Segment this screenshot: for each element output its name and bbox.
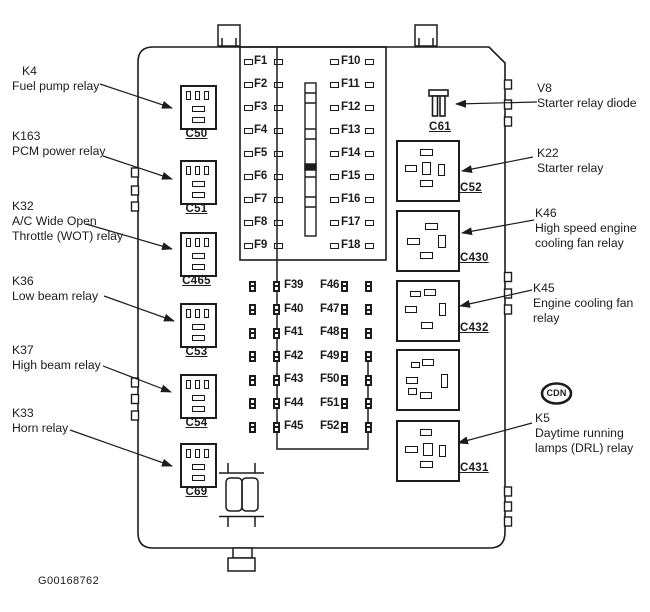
callout-k46 <box>535 206 637 251</box>
fuse-terminal-square <box>274 220 283 226</box>
fuse-label-f45: F45 <box>284 420 304 432</box>
fuse-label-f46: F46 <box>320 279 340 291</box>
mini-fuse-icon <box>341 398 348 409</box>
relay-pin-slot <box>420 461 433 468</box>
mini-fuse-icon <box>365 375 372 386</box>
mini-fuse-icon <box>273 351 280 362</box>
callout-description-line: cooling fan relay <box>535 236 624 250</box>
fuse-label-f14: F14 <box>341 147 361 159</box>
relay-socket-c52 <box>396 140 460 202</box>
relay-socket-unlabeled <box>396 349 460 411</box>
callout-description-line: Daytime running <box>535 426 624 440</box>
relay-pin-slot <box>192 192 205 199</box>
relay-pin-slot <box>422 359 434 366</box>
mini-fuse-icon <box>273 304 280 315</box>
fuse-label-f13: F13 <box>341 124 361 136</box>
relay-pin-slot <box>192 264 205 271</box>
fuse-terminal-square <box>365 82 374 88</box>
callout-arrow-k36 <box>104 296 174 321</box>
callout-code: K33 <box>12 406 34 420</box>
relay-pin-slot <box>423 443 433 456</box>
callout-arrow-k37 <box>103 366 171 392</box>
relay-pin-slot <box>192 464 205 471</box>
relay-socket-c69 <box>180 443 217 488</box>
mini-fuse-icon <box>249 398 256 409</box>
fuse-terminal-square <box>330 82 339 88</box>
fuse-terminal-square <box>274 151 283 157</box>
relay-pin-slot <box>411 362 420 368</box>
relay-pin-slot <box>441 374 448 388</box>
relay-pin-slot <box>421 322 433 329</box>
callout-k22 <box>537 146 603 176</box>
connector-label-c432: C432 <box>460 322 489 334</box>
fuse-label-f12: F12 <box>341 101 361 113</box>
fuse-terminal-square <box>244 174 253 180</box>
callout-description-line: Starter relay diode <box>537 96 637 110</box>
center-bus-bar <box>305 83 316 236</box>
relay-pin-slot <box>420 429 432 436</box>
relay-pin-slot <box>420 149 433 156</box>
relay-pin-slot <box>195 166 200 175</box>
fuse-label-f10: F10 <box>341 55 361 67</box>
fuse-terminal-square <box>330 151 339 157</box>
fuse-label-f39: F39 <box>284 279 304 291</box>
relay-pin-slot <box>204 380 209 389</box>
relay-socket-c465 <box>180 232 217 277</box>
callout-description-line: High speed engine <box>535 221 637 235</box>
relay-pin-slot <box>204 449 209 458</box>
callout-description-line: Low beam relay <box>12 289 99 303</box>
fuse-label-f3: F3 <box>254 101 268 113</box>
mounting-tab-top-right <box>415 25 437 47</box>
fuse-label-f15: F15 <box>341 170 361 182</box>
fuse-label-f11: F11 <box>341 78 360 90</box>
fuse-label-f7: F7 <box>254 193 268 205</box>
fuse-label-f40: F40 <box>284 302 304 315</box>
connector-label-c430: C430 <box>460 252 489 264</box>
callout-code: K36 <box>12 274 34 288</box>
callout-description-line: Engine cooling fan <box>533 296 634 310</box>
relay-pin-slot <box>408 388 417 395</box>
fuse-label-f44: F44 <box>284 396 304 409</box>
callout-code: V8 <box>537 81 552 95</box>
fuse-terminal-square <box>274 59 283 65</box>
fuse-terminal-square <box>244 59 253 65</box>
relay-socket-c51 <box>180 160 217 205</box>
mini-fuse-icon <box>365 351 372 362</box>
fuse-label-f43: F43 <box>284 373 304 385</box>
relay-pin-slot <box>425 223 438 230</box>
relay-pin-slot <box>204 238 209 247</box>
fuse-terminal-square <box>365 105 374 111</box>
mini-fuse-icon <box>365 398 372 409</box>
fuse-terminal-square <box>244 128 253 134</box>
relay-pin-slot <box>420 180 433 187</box>
fuse-label-f2: F2 <box>254 78 268 90</box>
fuse-terminal-square <box>274 174 283 180</box>
relay-pin-slot <box>195 91 200 100</box>
connector-label-c52: C52 <box>460 182 482 194</box>
relay-pin-slot <box>405 306 417 313</box>
relay-pin-slot <box>405 165 417 172</box>
relay-pin-slot <box>192 106 205 113</box>
fuse-terminal-square <box>330 174 339 180</box>
fuse-label-f18: F18 <box>341 239 361 251</box>
relay-pin-slot <box>420 392 432 399</box>
relay-pin-slot <box>204 166 209 175</box>
relay-pin-slot <box>439 303 446 316</box>
fuse-label-f48: F48 <box>320 326 340 338</box>
relay-pin-slot <box>438 164 445 176</box>
fuse-label-f42: F42 <box>284 349 304 362</box>
mini-fuse-icon <box>249 281 256 292</box>
fuse-terminal-square <box>330 243 339 249</box>
relay-pin-slot <box>192 406 205 413</box>
mounting-tab-top-left <box>218 25 240 47</box>
callout-description-line: Fuel pump relay <box>12 79 100 93</box>
fuse-terminal-square <box>365 220 374 226</box>
fuse-terminal-square <box>330 197 339 203</box>
fuse-terminal-square <box>244 220 253 226</box>
mini-fuse-icon <box>249 351 256 362</box>
callout-description-line: High beam relay <box>12 358 101 372</box>
callout-description-line: Throttle (WOT) relay <box>12 229 124 243</box>
callout-code: K32 <box>12 199 34 213</box>
callout-description-line: A/C Wide Open <box>12 214 97 228</box>
callout-description-line: PCM power relay <box>12 144 106 158</box>
mini-fuse-icon <box>341 422 348 433</box>
fuse-label-f47: F47 <box>320 302 340 315</box>
relay-pin-slot <box>186 309 191 318</box>
relay-pin-slot <box>405 446 418 453</box>
connector-label-c465: C465 <box>182 275 211 287</box>
callout-k45 <box>533 281 633 326</box>
fuse-terminal-square <box>365 174 374 180</box>
fuse-label-f16: F16 <box>341 193 361 205</box>
mini-fuse-icon <box>273 422 280 433</box>
mini-fuse-icon <box>249 304 256 315</box>
fuse-terminal-square <box>244 197 253 203</box>
callout-v8 <box>537 81 637 111</box>
connector-label-c51: C51 <box>185 203 208 215</box>
mini-fuse-icon <box>249 328 256 339</box>
relay-socket-c53 <box>180 303 217 348</box>
relay-pin-slot <box>192 335 205 342</box>
callout-k5 <box>535 411 633 456</box>
callout-arrow-k45 <box>460 290 532 306</box>
callout-arrow-v8 <box>456 102 537 104</box>
fuse-terminal-square <box>274 243 283 249</box>
starter-diode-symbol <box>429 90 448 116</box>
relay-pin-slot <box>195 309 200 318</box>
fuse-label-f8: F8 <box>254 216 268 228</box>
fuse-label-f50: F50 <box>320 373 340 385</box>
relay-pin-slot <box>410 291 421 297</box>
relay-pin-slot <box>438 235 446 248</box>
fuse-label-f6: F6 <box>254 170 268 182</box>
callout-code: K5 <box>535 411 550 425</box>
mini-fuse-icon <box>365 304 372 315</box>
fuse-terminal-square <box>244 82 253 88</box>
callout-code: K37 <box>12 343 34 357</box>
relay-pin-slot <box>192 324 205 331</box>
mini-fuse-icon <box>249 422 256 433</box>
relay-pin-slot <box>204 309 209 318</box>
fuse-terminal-square <box>330 105 339 111</box>
callout-description-line: Horn relay <box>12 421 69 435</box>
callout-description-line: Starter relay <box>537 161 604 175</box>
relay-pin-slot <box>186 91 191 100</box>
fuse-terminal-square <box>365 243 374 249</box>
connector-label-c61: C61 <box>429 121 451 133</box>
mini-fuse-icon <box>273 281 280 292</box>
callout-description-line: relay <box>533 311 560 325</box>
callout-arrow-k22 <box>462 157 533 171</box>
fuse-terminal-square <box>244 243 253 249</box>
mini-fuse-icon <box>249 375 256 386</box>
relay-pin-slot <box>186 166 191 175</box>
fuse-terminal-square <box>274 128 283 134</box>
connector-label-c50: C50 <box>185 128 208 140</box>
fuse-label-f1: F1 <box>254 55 268 67</box>
callout-code: K4 <box>22 64 37 78</box>
relay-socket-c431 <box>396 420 460 482</box>
callout-k37 <box>12 343 101 373</box>
relay-pin-slot <box>186 449 191 458</box>
relay-pin-slot <box>422 162 431 175</box>
relay-pin-slot <box>192 395 205 402</box>
fuse-terminal-square <box>365 128 374 134</box>
relay-pin-slot <box>192 475 205 482</box>
mini-fuse-icon <box>365 328 372 339</box>
relay-socket-c50 <box>180 85 217 130</box>
mini-fuse-icon <box>273 375 280 386</box>
callout-arrow-k5 <box>458 423 532 443</box>
relay-pin-slot <box>195 238 200 247</box>
fuse-terminal-square <box>244 105 253 111</box>
fuse-label-f17: F17 <box>341 216 361 228</box>
mini-fuse-icon <box>365 281 372 292</box>
mini-fuse-icon <box>341 375 348 386</box>
callout-code: K46 <box>535 206 557 220</box>
callout-arrow-k4 <box>100 84 172 108</box>
mini-fuse-icon <box>341 281 348 292</box>
callout-code: K22 <box>537 146 559 160</box>
relay-pin-slot <box>195 449 200 458</box>
callout-code: K163 <box>12 129 41 143</box>
callout-k33 <box>12 406 68 436</box>
connector-label-c69: C69 <box>185 486 208 498</box>
relay-pin-slot <box>192 181 205 188</box>
relay-pin-slot <box>186 380 191 389</box>
fuse-terminal-square <box>330 128 339 134</box>
fuse-label-f9: F9 <box>254 239 268 251</box>
mini-fuse-icon <box>341 304 348 315</box>
fuse-terminal-square <box>274 105 283 111</box>
relay-pin-slot <box>439 445 446 457</box>
mini-fuse-icon <box>273 328 280 339</box>
fuse-label-f52: F52 <box>320 420 340 432</box>
callout-arrow-k46 <box>462 220 534 233</box>
relay-pin-slot <box>204 91 209 100</box>
relay-pin-slot <box>192 253 205 260</box>
connector-label-c431: C431 <box>460 462 489 474</box>
fuse-terminal-square <box>365 151 374 157</box>
callout-arrows <box>70 84 537 466</box>
fuse-terminal-square <box>365 197 374 203</box>
relay-pin-slot <box>407 238 420 245</box>
relay-pin-slot <box>192 117 205 124</box>
callout-k36 <box>12 274 98 304</box>
callout-arrow-k33 <box>70 430 172 466</box>
relay-pin-slot <box>406 377 418 384</box>
fuse-terminal-square <box>365 59 374 65</box>
mini-fuse-icon <box>341 351 348 362</box>
fuse-terminal-square <box>274 82 283 88</box>
mini-fuse-icon <box>273 398 280 409</box>
mounting-tab-bottom <box>228 548 255 571</box>
cdn-badge-label: CDN <box>546 388 567 398</box>
fuse-terminal-square <box>244 151 253 157</box>
fuse-terminal-square <box>330 59 339 65</box>
fuse-terminal-square <box>274 197 283 203</box>
suppressor-component <box>219 463 264 527</box>
mini-fuse-icon <box>365 422 372 433</box>
relay-pin-slot <box>186 238 191 247</box>
mini-fuse-icon <box>341 328 348 339</box>
figure-id: G00168762 <box>38 575 100 587</box>
relay-socket-c432 <box>396 280 460 342</box>
relay-pin-slot <box>195 380 200 389</box>
connector-label-c53: C53 <box>185 346 208 358</box>
relay-socket-c430 <box>396 210 460 272</box>
callout-description-line: lamps (DRL) relay <box>535 441 634 455</box>
callout-k4 <box>12 64 99 94</box>
relay-socket-c54 <box>180 374 217 419</box>
fuse-label-f41: F41 <box>284 326 304 338</box>
relay-pin-slot <box>420 252 433 259</box>
callout-code: K45 <box>533 281 555 295</box>
callout-k163 <box>12 129 105 159</box>
fuse-label-f51: F51 <box>320 396 340 409</box>
callout-k32 <box>12 199 123 244</box>
connector-label-c54: C54 <box>185 417 208 429</box>
fuse-terminal-square <box>330 220 339 226</box>
fuse-label-f49: F49 <box>320 349 340 362</box>
fuse-label-f4: F4 <box>254 124 268 136</box>
relay-pin-slot <box>424 289 436 296</box>
fuse-label-f5: F5 <box>254 147 268 159</box>
